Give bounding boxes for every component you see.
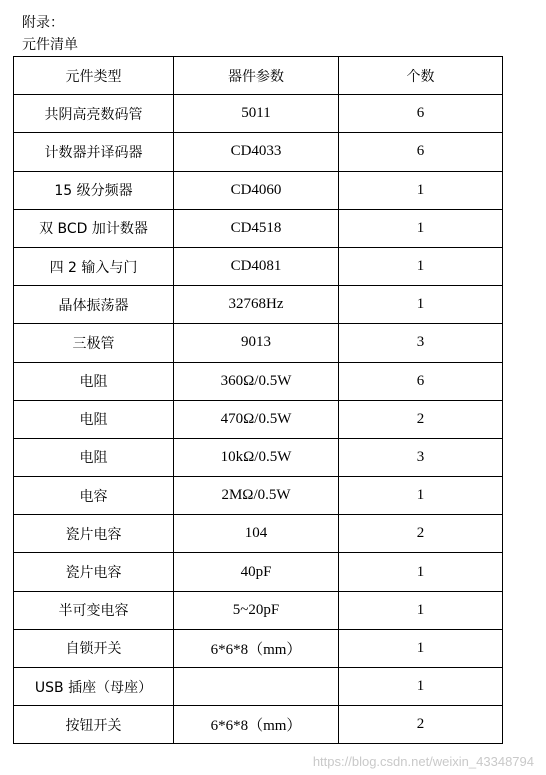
column-header-type: 元件类型 [14, 57, 174, 95]
cell-count: 6 [339, 362, 503, 400]
cell-component-type: 瓷片电容 [14, 553, 174, 591]
cell-component-type: 半可变电容 [14, 591, 174, 629]
cell-parameter: CD4060 [174, 171, 339, 209]
cell-component-type: 电阻 [14, 400, 174, 438]
cell-parameter: 5~20pF [174, 591, 339, 629]
cell-parameter: 6*6*8（mm） [174, 629, 339, 667]
cell-parameter: 5011 [174, 95, 339, 133]
appendix-label: 附录： [22, 15, 64, 31]
cell-parameter: 32768Hz [174, 286, 339, 324]
table-row [14, 438, 503, 476]
cell-component-type: 四 2 输入与门 [14, 247, 174, 285]
table-row [14, 171, 503, 209]
cell-count: 1 [339, 629, 503, 667]
cell-count: 1 [339, 209, 503, 247]
column-header-count: 个数 [339, 57, 503, 95]
table-row [14, 400, 503, 438]
cell-parameter: 40pF [174, 553, 339, 591]
column-header-params: 器件参数 [174, 57, 339, 95]
cell-count: 1 [339, 477, 503, 515]
table-body [14, 95, 503, 744]
table-row [14, 553, 503, 591]
cell-parameter: 470Ω/0.5W [174, 400, 339, 438]
cell-count: 1 [339, 247, 503, 285]
cell-component-type: 按钮开关 [14, 706, 174, 744]
cell-count: 1 [339, 553, 503, 591]
cell-parameter: 104 [174, 515, 339, 553]
table-row [14, 629, 503, 667]
cell-component-type: 电阻 [14, 438, 174, 476]
component-list-title: 元件清单 [22, 37, 78, 53]
cell-count: 2 [339, 706, 503, 744]
cell-count: 3 [339, 324, 503, 362]
table-row [14, 286, 503, 324]
cell-count: 1 [339, 286, 503, 324]
cell-component-type: 共阴高亮数码管 [14, 95, 174, 133]
cell-parameter: CD4518 [174, 209, 339, 247]
cell-component-type: 双 BCD 加计数器 [14, 209, 174, 247]
cell-parameter: 360Ω/0.5W [174, 362, 339, 400]
table-row [14, 591, 503, 629]
cell-parameter [174, 668, 339, 706]
table-row [14, 668, 503, 706]
cell-component-type: 电阻 [14, 362, 174, 400]
cell-component-type: 电容 [14, 477, 174, 515]
table-header-row [14, 57, 503, 95]
table-row [14, 247, 503, 285]
component-table [13, 56, 503, 744]
cell-component-type: 晶体振荡器 [14, 286, 174, 324]
cell-count: 6 [339, 95, 503, 133]
cell-parameter: 10kΩ/0.5W [174, 438, 339, 476]
cell-count: 2 [339, 515, 503, 553]
cell-count: 3 [339, 438, 503, 476]
table-row [14, 209, 503, 247]
cell-component-type: 计数器并译码器 [14, 133, 174, 171]
cell-parameter: CD4081 [174, 247, 339, 285]
table-row [14, 706, 503, 744]
table-row [14, 515, 503, 553]
cell-count: 6 [339, 133, 503, 171]
cell-component-type: 15 级分频器 [14, 171, 174, 209]
cell-count: 1 [339, 171, 503, 209]
cell-component-type: 自锁开关 [14, 629, 174, 667]
cell-component-type: USB 插座（母座） [14, 668, 174, 706]
cell-parameter: 6*6*8（mm） [174, 706, 339, 744]
cell-count: 1 [339, 668, 503, 706]
cell-count: 2 [339, 400, 503, 438]
cell-parameter: CD4033 [174, 133, 339, 171]
table-row [14, 133, 503, 171]
table-row [14, 324, 503, 362]
table-row [14, 95, 503, 133]
cell-parameter: 2MΩ/0.5W [174, 477, 339, 515]
cell-count: 1 [339, 591, 503, 629]
cell-component-type: 瓷片电容 [14, 515, 174, 553]
cell-component-type: 三极管 [14, 324, 174, 362]
cell-parameter: 9013 [174, 324, 339, 362]
watermark: https://blog.csdn.net/weixin_43348794 [312, 754, 534, 769]
table-row [14, 362, 503, 400]
table-row [14, 477, 503, 515]
